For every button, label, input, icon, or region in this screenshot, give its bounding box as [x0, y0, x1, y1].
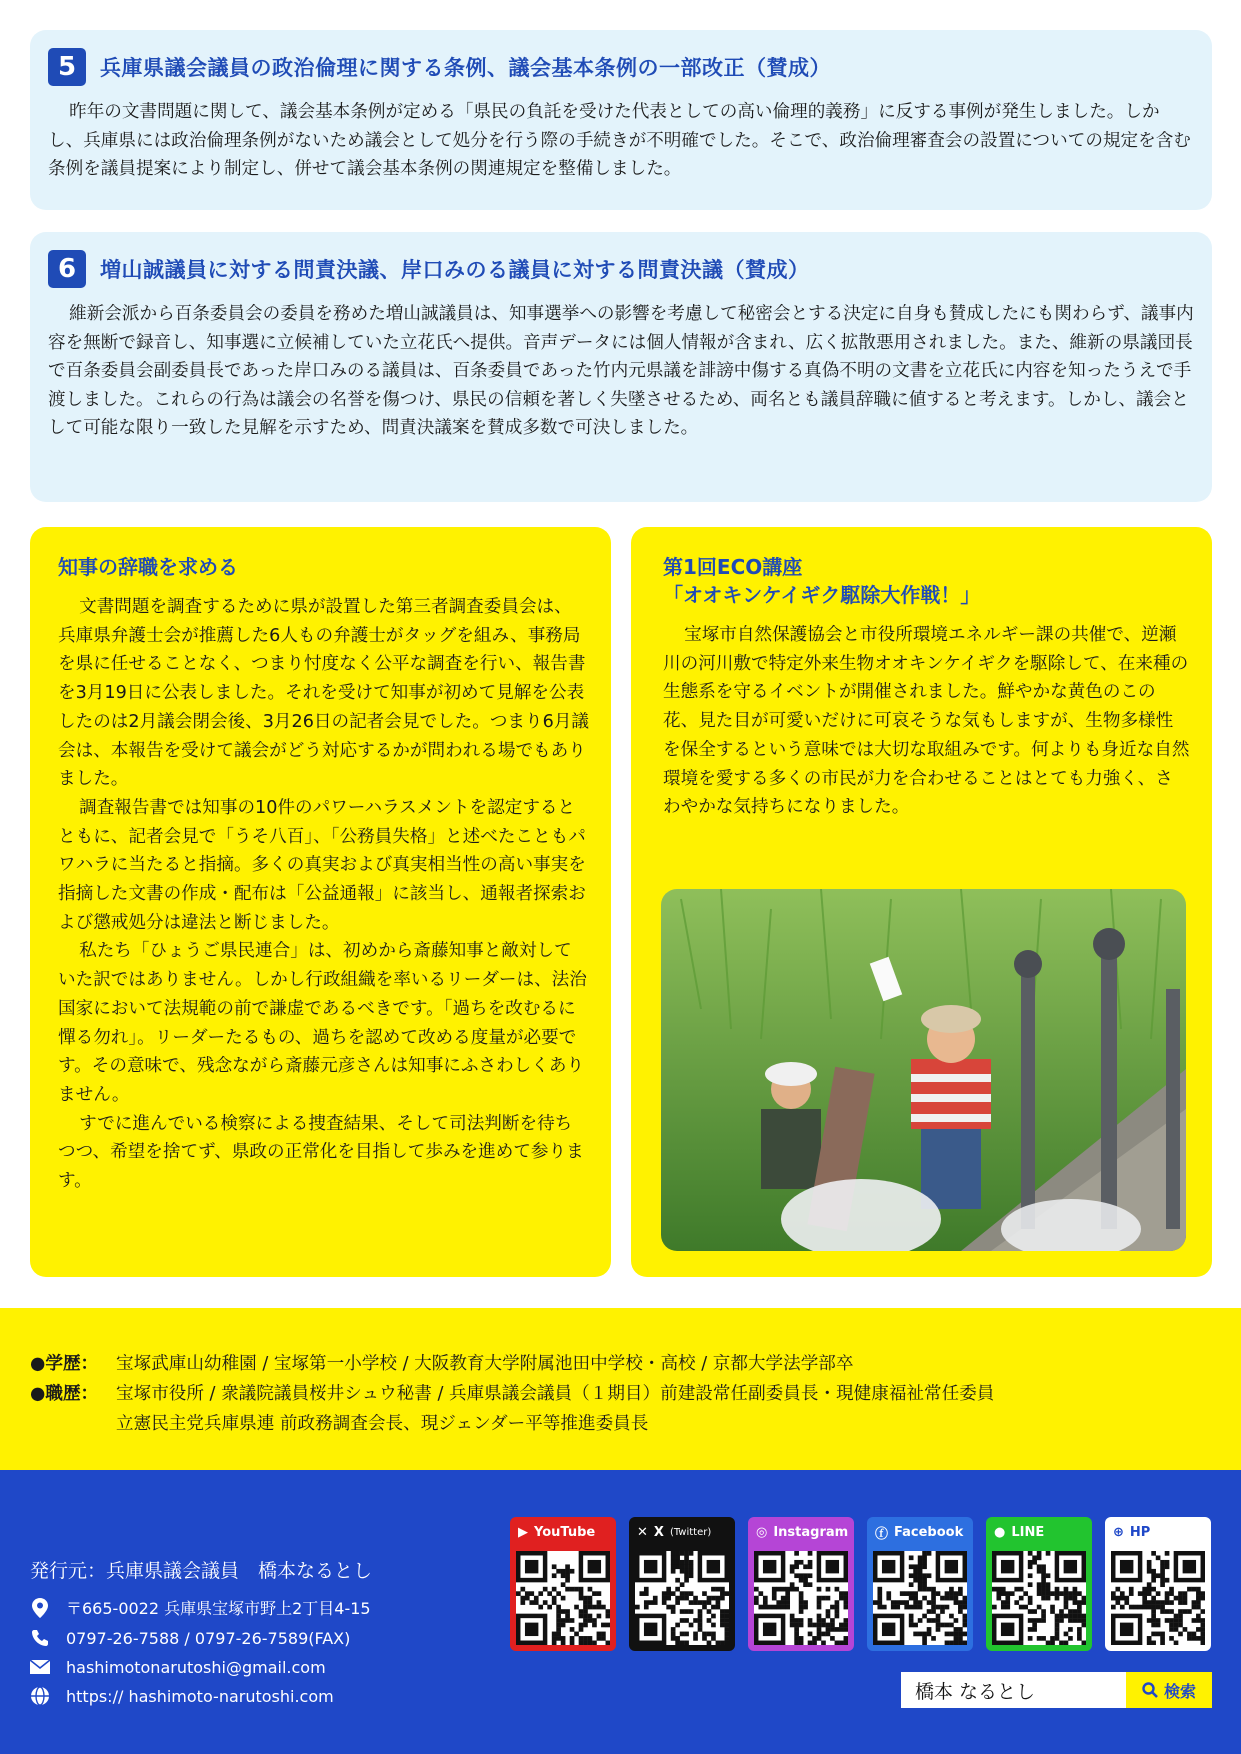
eco-body: 宝塚市自然保護協会と市役所環境エネルギー課の共催で、逆瀬川の河川敷で特定外来生物オオキンケイギクを駆除して、在来種の生態系を守るイベントが開催されました。鮮やかな黄色のこの花、見た目が可愛いだけに可哀そうな気もしますが、生物多様性を保全するという意味では大切な取組みです。何よりも身近な自然環境を愛する多くの市民が力を合わせることはとても力強く、さわやかな気持ちになりました。 [663, 625, 1190, 818]
career-text: 宝塚市役所 / 衆議院議員桜井シュウ秘書 / 兵庫県議会議員（１期目）前建設常任副委員長・現健康福祉常任委員 [116, 1384, 995, 1404]
qr-card-facebook[interactable] [867, 1517, 973, 1651]
x-icon: ✕ [637, 1524, 648, 1540]
search-button[interactable] [1126, 1672, 1212, 1708]
email-text[interactable]: hashimotonarutoshi@gmail.com [66, 1657, 326, 1677]
qr-code[interactable] [516, 1551, 610, 1645]
paragraph: 調査報告書では知事の10件のパワーハラスメントを認定するとともに、記者会見で「うそ八百」、「公務員失格」と述べたこともパワハラに当たると指摘。多くの真実および真実相当性の高い事実を指摘した文書の作成・配布は「公益通報」に該当し、通報者探索および懲戒処分は違法と断じました。 [58, 797, 586, 933]
website-text[interactable]: https:// hashimoto-narutoshi.com [66, 1686, 334, 1706]
section-number: 5 [48, 48, 86, 86]
career-text-2: 立憲民主党兵庫県連 前政務調査会長、現ジェンダー平等推進委員長 [116, 1414, 649, 1434]
mail-icon [30, 1657, 50, 1677]
qr-code[interactable] [1111, 1551, 1205, 1645]
resignation-box [30, 527, 611, 1277]
volunteers-photo [661, 889, 1186, 1251]
qr-sublabel: (Twitter) [669, 1526, 712, 1538]
qr-card-instagram[interactable] [748, 1517, 854, 1651]
section-body: 昨年の文書問題に関して、議会基本条例が定める「県民の負託を受けた代表としての高い倫理的義務」に反する事例が発生しました。しかし、兵庫県には政治倫理条例がないため議会として処分を行う際の手続きが不明確でした。そこで、政治倫理審査会の設置についての規定を含む条例を議員提案により制定し、併せて議会基本条例の関連規定を整備しました。 [48, 102, 1191, 179]
publisher: 発行元：兵庫県議会議員 橋本なるとし [30, 1560, 373, 1582]
instagram-icon: ◎ [756, 1524, 768, 1540]
qr-card-line[interactable] [986, 1517, 1092, 1651]
education-label: ●学歴： [30, 1354, 99, 1374]
qr-label: Facebook [894, 1524, 964, 1540]
section-5-box [30, 30, 1212, 210]
qr-label: Instagram [773, 1524, 849, 1540]
paragraph: すでに進んでいる検察による捜査結果、そして司法判断を待ちつつ、希望を捨てず、県政の正常化を目指して歩みを進めて参ります。 [58, 1113, 584, 1192]
globe-icon: ⊕ [1113, 1524, 1124, 1540]
qr-card-x[interactable] [629, 1517, 735, 1651]
qr-label: YouTube [534, 1524, 596, 1540]
phone-icon [30, 1628, 50, 1648]
youtube-icon: ▶ [518, 1524, 528, 1540]
section-title: 増山誠議員に対する問責決議、岸口みのる議員に対する問責決議（賛成） [100, 258, 810, 282]
qr-card-hp[interactable] [1105, 1517, 1211, 1651]
email-row[interactable] [30, 1657, 326, 1677]
qr-card-youtube[interactable] [510, 1517, 616, 1651]
eco-title-line2: 「オオキンケイギク駆除大作戦！」 [663, 583, 981, 607]
search-button-label: 検索 [1163, 1681, 1196, 1701]
qr-code[interactable] [992, 1551, 1086, 1645]
globe-icon [30, 1686, 50, 1706]
search-input[interactable]: 橋本 なるとし [915, 1680, 1036, 1703]
resignation-title: 知事の辞職を求める [58, 555, 238, 579]
qr-code[interactable] [754, 1551, 848, 1645]
qr-label: HP [1129, 1524, 1151, 1540]
eco-title-line1: 第1回ECO講座 [663, 555, 803, 579]
phone-text: 0797-26-7588 / 0797-26-7589(FAX) [66, 1628, 351, 1648]
qr-code[interactable] [873, 1551, 967, 1645]
qr-code[interactable] [635, 1551, 729, 1645]
phone-row [30, 1628, 350, 1648]
biography-band [0, 1308, 1241, 1470]
search-icon [1142, 1682, 1158, 1698]
qr-label: LINE [1011, 1524, 1045, 1540]
section-number: 6 [48, 250, 86, 288]
education-text: 宝塚武庫山幼稚園 / 宝塚第一小学校 / 大阪教育大学附属池田中学校・高校 / 京都大学法学部卒 [116, 1354, 854, 1374]
career-label: ●職歴： [30, 1384, 99, 1404]
website-row[interactable] [30, 1686, 334, 1706]
address-row [30, 1596, 371, 1619]
location-pin-icon [30, 1598, 50, 1618]
section-6-box [30, 232, 1212, 502]
paragraph: 私たち「ひょうご県民連合」は、初めから斎藤知事と敵対していた訳ではありません。しかし行政組織を率いるリーダーは、法治国家において法規範の前で謙虚であるべきです。「過ちを改むるに憚る勿れ」。リーダーたるもの、過ちを認めて改める度量が必要です。その意味で、残念ながら斎藤元彦さんは知事にふさわしくありません。 [58, 941, 587, 1105]
line-icon: ● [994, 1524, 1006, 1540]
qr-label: X [653, 1524, 664, 1540]
eco-seminar-box [631, 527, 1212, 1277]
paragraph: 文書問題を調査するために県が設置した第三者調査委員会は、兵庫県弁護士会が推薦した6人もの弁護士がタッグを組み、事務局を県に任せることなく、つまり忖度なく公平な調査を行い、報告書を3月19日に公表しました。それを受けて知事が初めて見解を公表したのは2月議会閉会後、3月26日の記者会見でした。つまり6月議会は、本報告を受けて議会がどう対応するかが問われる場でもありました。 [58, 597, 590, 790]
section-title: 兵庫県議会議員の政治倫理に関する条例、議会基本条例の一部改正（賛成） [100, 56, 831, 80]
search-bar[interactable] [901, 1672, 1212, 1708]
section-body: 維新会派から百条委員会の委員を務めた増山誠議員は、知事選挙への影響を考慮して秘密会とする決定に自身も賛成したにも関わらず、議事内容を無断で録音し、知事選に立候補していた立花氏へ提供。音声データには個人情報が含まれ、広く拡散悪用されました。また、維新の県議団長で百条委員会副委員長であった岸口みのる議員は、百条委員であった竹内元県議を誹謗中傷する真偽不明の文書を立花氏に内容を知ったうえで手渡しました。これらの行為は議会の名誉を傷つけ、県民の信頼を著しく失墜させるため、両名とも議員辞職に値すると考えます。しかし、議会として可能な限り一致した見解を示すため、問責決議案を賛成多数で可決しました。 [48, 304, 1194, 438]
facebook-icon: ⓕ [875, 1526, 889, 1542]
address-text: 〒665-0022 兵庫県宝塚市野上2丁目4-15 [66, 1599, 371, 1618]
